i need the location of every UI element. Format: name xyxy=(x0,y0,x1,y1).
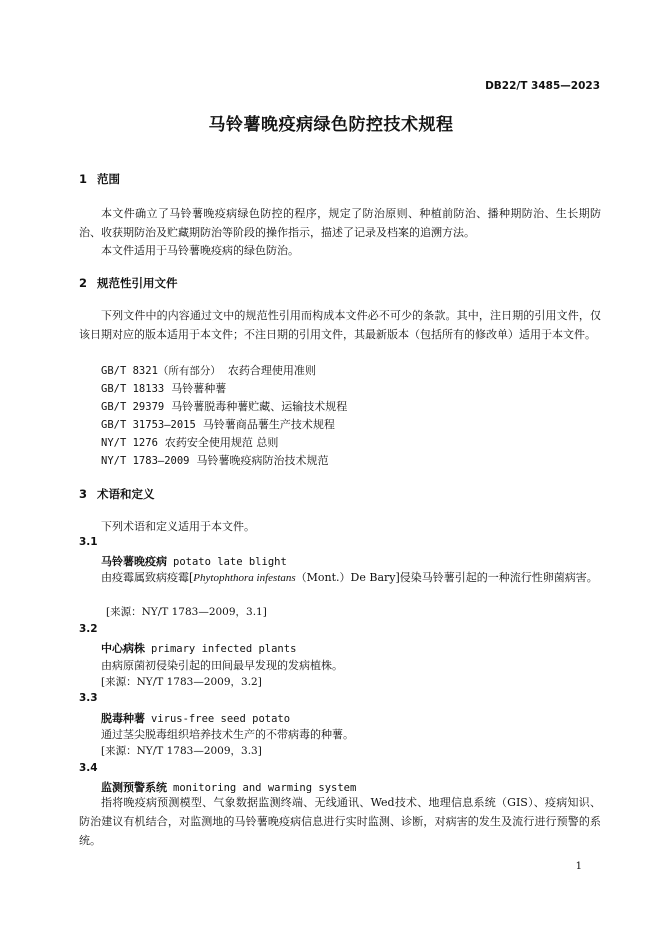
term-source: [来源：NY/T 1783—2009，3.2] xyxy=(101,676,262,688)
standard-number: DB22/T 3485—2023 xyxy=(485,80,600,92)
term-heading: 中心病株 primary infected plants xyxy=(101,642,297,655)
term-source: [来源：NY/T 1783—2009，3.3] xyxy=(101,745,262,757)
normative-reference: GB/T 18133 马铃薯种薯 xyxy=(101,382,227,395)
term-definition: 由病原菌初侵染引起的田间最早发现的发病植株。 xyxy=(101,659,343,672)
section-1-scope: 本文件适用于马铃薯晚疫病的绿色防治。 xyxy=(101,244,299,257)
section-number: 2 xyxy=(79,276,88,290)
section-3-intro: 下列术语和定义适用于本文件。 xyxy=(101,520,255,533)
normative-reference: NY/T 1783—2009 马铃薯晚疫病防治技术规范 xyxy=(101,454,329,467)
section-title: 术语和定义 xyxy=(97,487,155,501)
normative-reference: GB/T 29379 马铃薯脱毒种薯贮藏、运输技术规程 xyxy=(101,400,348,413)
term-heading: 监测预警系统 monitoring and warming system xyxy=(101,781,357,794)
latin-species-name: Phytophthora infestans xyxy=(193,572,296,584)
section-title: 规范性引用文件 xyxy=(97,276,178,290)
section-3-heading xyxy=(79,486,155,502)
term-definition: 通过茎尖脱毒组织培养技术生产的不带病毒的种薯。 xyxy=(101,728,354,741)
section-1-paragraph: 本文件确立了马铃薯晚疫病绿色防控的程序，规定了防治原则、种植前防治、播种期防治、生长期防治、收获期防治及贮藏期防治等阶段的操作指示，描述了记录及档案的追溯方法。 xyxy=(79,207,601,239)
normative-reference: GB/T 31753—2015 马铃薯商品薯生产技术规程 xyxy=(101,418,335,431)
page-number: 1 xyxy=(575,861,582,872)
normative-reference: NY/T 1276 农药安全使用规范 总则 xyxy=(101,436,279,449)
section-number: 3 xyxy=(79,487,88,501)
term-heading: 脱毒种薯 virus-free seed potato xyxy=(101,712,291,725)
term-number: 3.2 xyxy=(79,623,98,635)
term-source: [来源：NY/T 1783—2009，3.1] xyxy=(106,606,267,618)
term-definition: 指将晚疫病预测模型、气象数据监测终端、无线通讯、Wed技术、地理信息系统（GIS）、疫病知识、防治建议有机结合，对监测地的马铃薯晚疫病信息进行实时监测、诊断，对病害的发生及流行进行预警的系统。 xyxy=(79,796,601,847)
section-number: 1 xyxy=(79,172,88,186)
term-number: 3.3 xyxy=(79,692,98,704)
section-2-paragraph: 下列文件中的内容通过文中的规范性引用而构成本文件必不可少的条款。其中，注日期的引用文件，仅该日期对应的版本适用于本文件；不注日期的引用文件，其最新版本（包括所有的修改单）适用于本文件。 xyxy=(79,309,601,341)
term-number: 3.1 xyxy=(79,536,98,548)
term-heading: 马铃薯晚疫病 potato late blight xyxy=(101,555,287,568)
term-definition: 由疫霉属致病疫霉[Phytophthora infestans（Mont.）De Bary]侵染马铃薯引起的一种流行性卵菌病害。 xyxy=(101,571,598,584)
normative-reference: GB/T 8321（所有部分） 农药合理使用准则 xyxy=(101,364,316,377)
document-title: 马铃薯晚疫病绿色防控技术规程 xyxy=(208,115,454,135)
term-number: 3.4 xyxy=(79,762,98,774)
section-2-heading xyxy=(79,275,178,291)
section-1-heading xyxy=(79,171,120,187)
section-title: 范围 xyxy=(97,172,120,186)
